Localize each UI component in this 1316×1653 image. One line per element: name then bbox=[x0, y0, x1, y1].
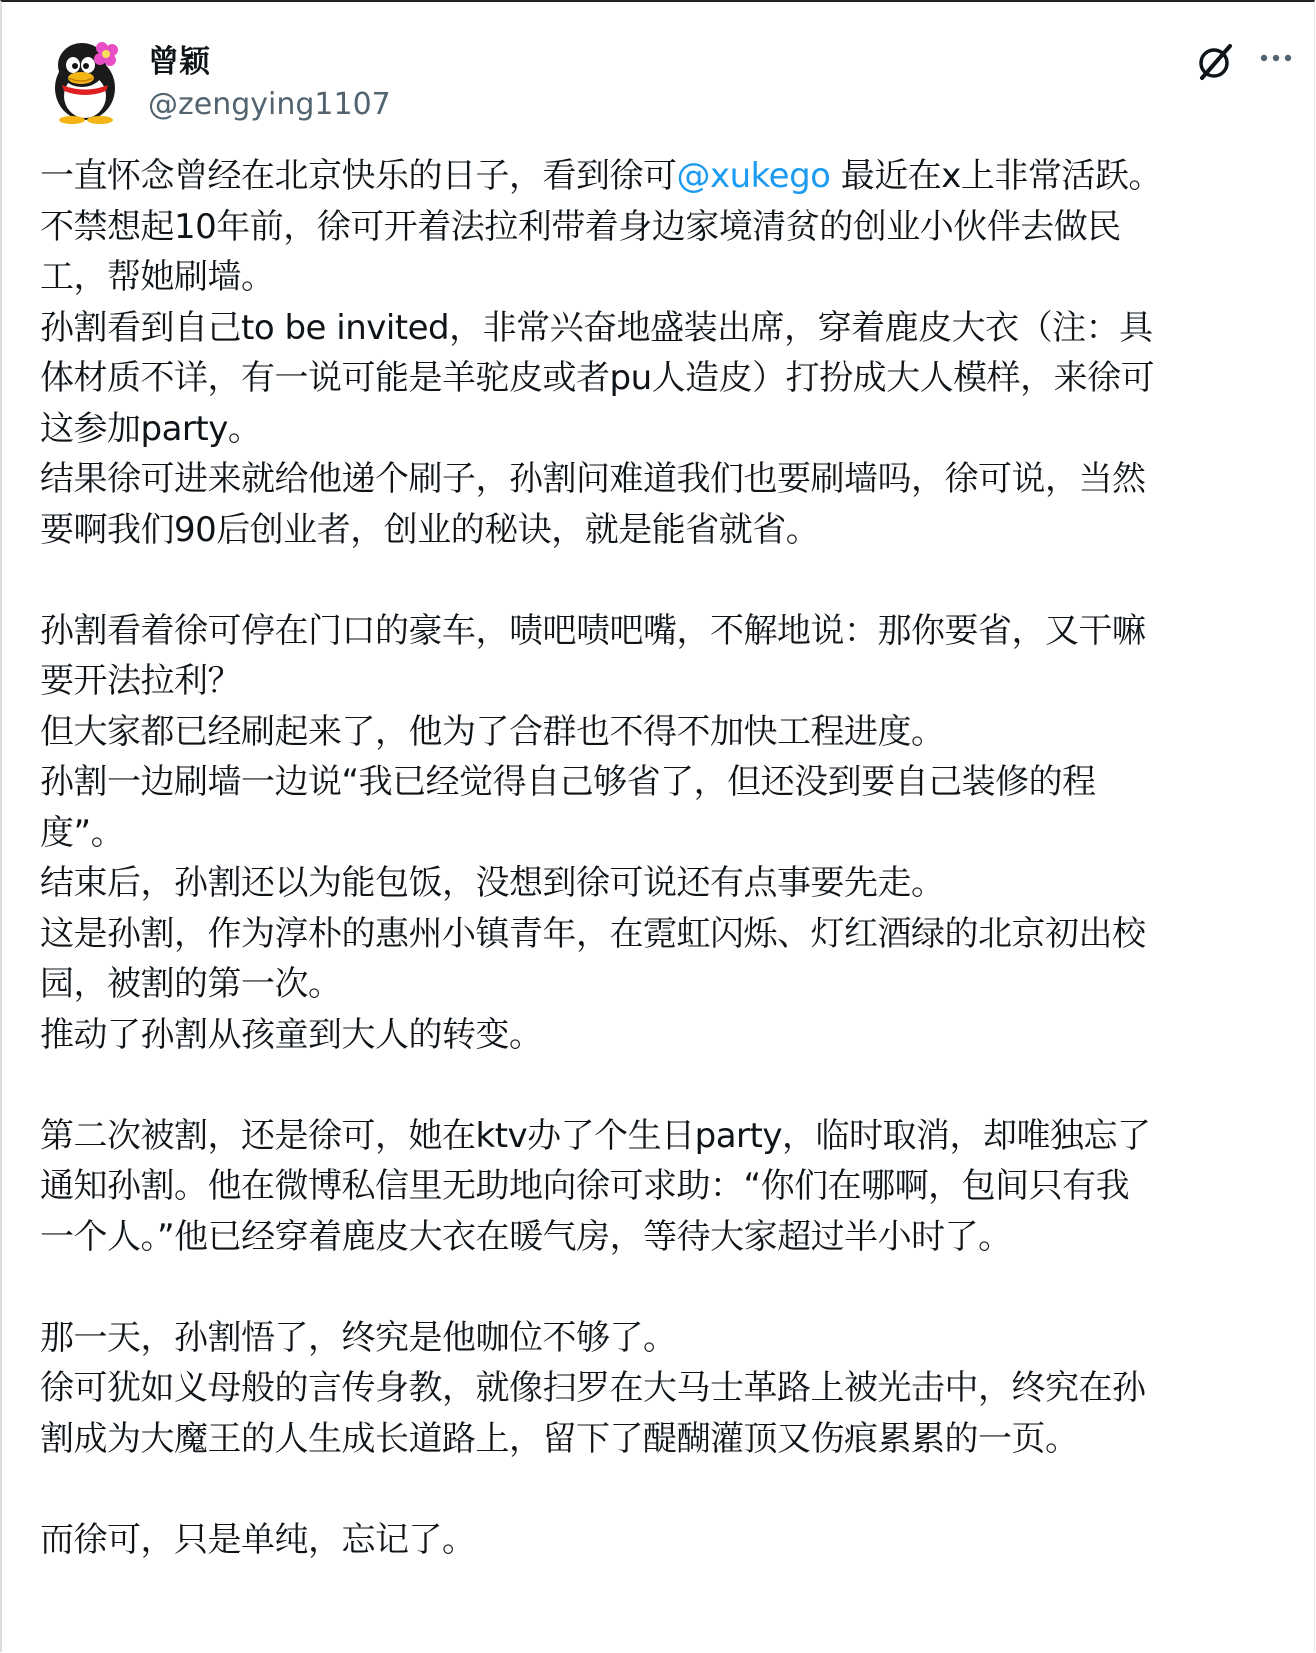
blank-line bbox=[40, 555, 1290, 606]
tweet-line: 园，被割的第一次。 bbox=[40, 964, 342, 1004]
penguin-avatar-icon bbox=[42, 38, 128, 124]
tweet-text bbox=[40, 151, 1290, 1565]
tweet-line: 但大家都已经刷起来了，他为了合群也不得不加快工程进度。 bbox=[40, 711, 945, 752]
tweet-line: 孙割一边刷墙一边说“我已经觉得自己够省了，但还没到要自己装修的程 bbox=[40, 762, 1096, 802]
tweet-line: 要开法拉利？ bbox=[40, 661, 241, 701]
tweet-line: 这参加party。 bbox=[40, 408, 262, 449]
tweet-line: 不禁想起10年前，徐可开着法拉利带着身边家境清贫的创业小伙伴去做民 bbox=[40, 206, 1121, 247]
tweet-line: 工，帮她刷墙。 bbox=[40, 257, 275, 297]
tweet-header bbox=[42, 38, 1282, 128]
tweet-line-text: 一直怀念曾经在北京快乐的日子，看到徐可 bbox=[40, 156, 677, 196]
grok-icon[interactable] bbox=[1192, 38, 1240, 86]
tweet-lines bbox=[40, 202, 1290, 1566]
tweet-line: 通知孙割。他在微博私信里无助地向徐可求助：“你们在哪啊，包间只有我 bbox=[40, 1166, 1130, 1206]
author-display-name[interactable]: 曾颖 bbox=[148, 44, 210, 80]
mention-link[interactable]: @xukego bbox=[676, 156, 831, 196]
avatar[interactable] bbox=[42, 38, 128, 124]
tweet-line: 孙割看着徐可停在门口的豪车，啧吧啧吧嘴，不解地说：那你要省，又干嘛 bbox=[40, 610, 1146, 651]
tweet-line: 那一天，孙割悟了，终究是他咖位不够了。 bbox=[40, 1317, 677, 1358]
tweet-line: 体材质不详，有一说可能是羊驼皮或者pu人造皮）打扮成大人模样，来徐可 bbox=[40, 358, 1155, 398]
blank-line bbox=[40, 1262, 1290, 1313]
tweet-line: 而徐可，只是单纯，忘记了。 bbox=[40, 1519, 476, 1560]
tweet-line: 第二次被割，还是徐可，她在ktv办了个生日party，临时取消，却唯独忘了 bbox=[40, 1115, 1151, 1156]
tweet-line: 结束后，孙割还以为能包饭，没想到徐可说还有点事要先走。 bbox=[40, 863, 945, 903]
tweet-line: 要啊我们90后创业者，创业的秘诀，就是能省就省。 bbox=[40, 509, 820, 550]
tweet-line: 度”。 bbox=[40, 812, 125, 853]
tweet-line: 割成为大魔王的人生成长道路上，留下了醍醐灌顶又伤痕累累的一页。 bbox=[40, 1418, 1079, 1459]
tweet-line: 徐可犹如义母般的言传身教，就像扫罗在大马士革路上被光击中，终究在孙 bbox=[40, 1368, 1146, 1408]
tweet-line: 这是孙割，作为淳朴的惠州小镇青年，在霓虹闪烁、灯红酒绿的北京初出校 bbox=[40, 913, 1146, 954]
blank-line bbox=[40, 1464, 1290, 1515]
tweet-line: 结果徐可进来就给他递个刷子，孙割问难道我们也要刷墙吗，徐可说，当然 bbox=[40, 459, 1146, 499]
tweet-line: 一个人。”他已经穿着鹿皮大衣在暖气房，等待大家超过半小时了。 bbox=[40, 1216, 1012, 1257]
blank-line bbox=[40, 1060, 1290, 1111]
tweet-line: 孙割看到自己to be invited，非常兴奋地盛装出席，穿着鹿皮大衣（注：具 bbox=[40, 307, 1153, 348]
author-handle[interactable]: @zengying1107 bbox=[148, 87, 391, 122]
tweet-line-text: 最近在x上非常活跃。 bbox=[830, 156, 1162, 196]
tweet-line: 推动了孙割从孩童到大人的转变。 bbox=[40, 1014, 543, 1055]
more-options-icon[interactable] bbox=[1252, 38, 1300, 86]
tweet-line bbox=[40, 151, 1290, 202]
author-names bbox=[148, 42, 391, 128]
